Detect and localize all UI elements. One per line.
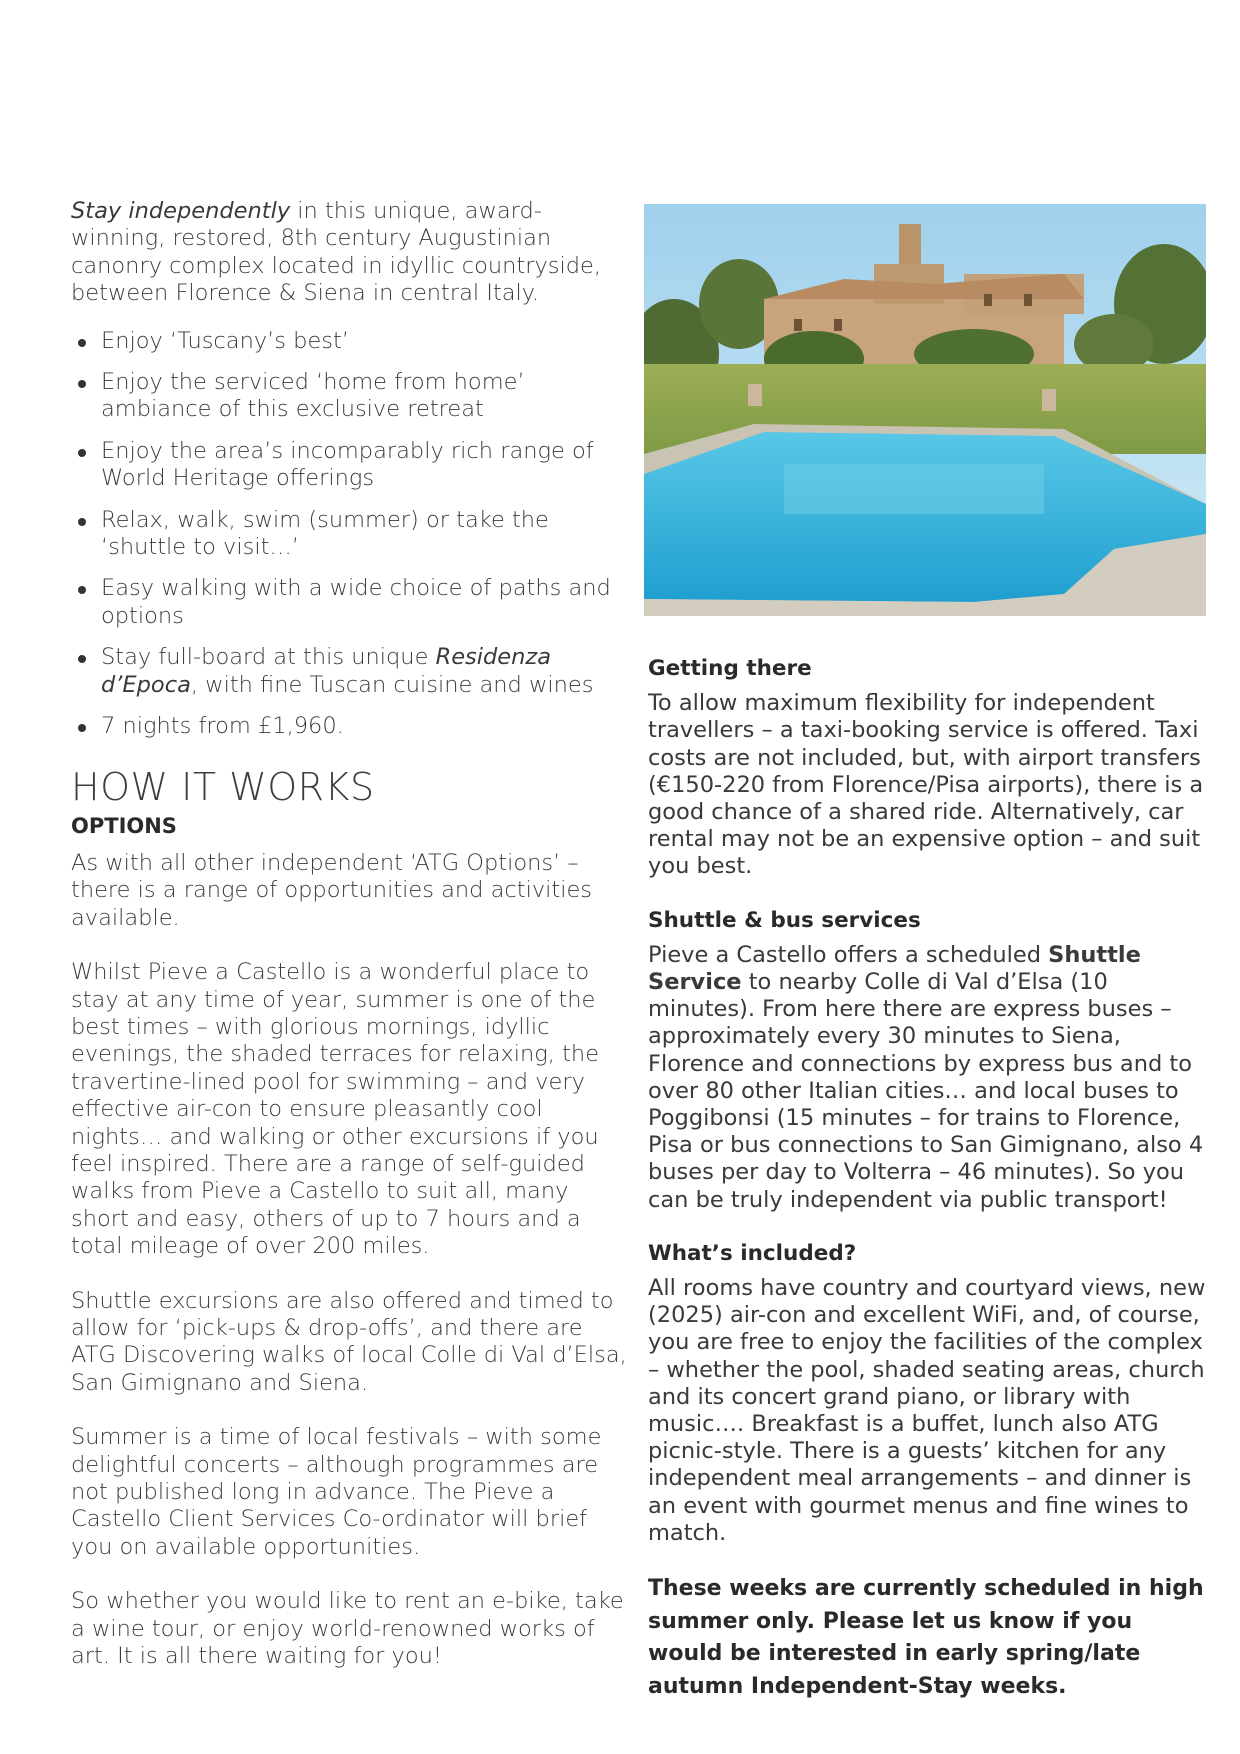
- list-item: [71, 644, 627, 699]
- list-item: Enjoy the area’s incomparably rich range of World Heritage offerings: [71, 438, 627, 493]
- shuttle-text-end: to nearby Colle di Val d’Elsa (10 minutes). From here there are express buses – approximately every 30 minutes to Siena, Florence and connections by express bus and to over 80 other Italian cities… and local buses to Poggibonsi (15 minutes – for trains to Florence, Pisa or bus connections to San Gimignano, also 4 buses per day to Volterra – 46 minutes). So you can be truly independent via public transport!: [648, 969, 1204, 1213]
- included-heading: What’s included?: [648, 1240, 857, 1266]
- intro-emphasis: Stay independently: [71, 198, 291, 224]
- options-paragraph: As with all other independent ‘ATG Options’ – there is a range of opportunities and activities available.: [71, 849, 593, 931]
- villa-pool-illustration: [644, 204, 1206, 616]
- shuttle-heading: Shuttle & bus services: [648, 907, 921, 933]
- shuttle-service-emphasis: Shuttle Service: [648, 941, 1141, 996]
- list-item: Relax, walk, swim (summer) or take the ‘shuttle to visit…’: [71, 507, 627, 562]
- left-column: [71, 198, 627, 1697]
- shuttle-text: [648, 942, 1214, 1214]
- list-item-text: , with fine Tuscan cuisine and wines: [190, 671, 594, 698]
- intro-text: in this unique, award-winning, restored, 8th century Augustinian canonry complex located in idyllic countryside, between Florence & Siena in central Italy.: [71, 198, 602, 307]
- closing-note: These weeks are currently scheduled in high summer only. Please let us know if you would be interested in early spring/late autumn Independent-Stay weeks.: [648, 1576, 1204, 1699]
- festivals-paragraph: Summer is a time of local festivals – with some delightful concerts – although programmes are not published long in advance. The Pieve a Castello Client Services Co-ordinator will brief you on available opportunities.: [71, 1424, 602, 1560]
- getting-there-heading: Getting there: [648, 656, 812, 681]
- list-item: 7 nights from £1,960.: [71, 713, 627, 740]
- shuttle-excursions-paragraph: Shuttle excursions are also offered and timed to allow for ‘pick-ups & drop-offs’, and there are ATG Discovering walks of local Colle di Val d’Elsa, San Gimignano and Siena.: [71, 1287, 627, 1396]
- intro-paragraph: [71, 198, 627, 308]
- summer-paragraph: Whilst Pieve a Castello is a wonderful place to stay at any time of year, summer is one of the best times – with glorious mornings, idyllic evenings, the shaded terraces for relaxing, the travertine-lined pool for swimming – and very effective air-con to ensure pleasantly cool nights… and walking or other excursions if you feel inspired. There are a range of self-guided walks from Pieve a Castello to suit all, many short and easy, others of up to 7 hours and a total mileage of over 200 miles.: [71, 959, 600, 1260]
- closing-left-paragraph: So whether you would like to rent an e-bike, take a wine tour, or enjoy world-renowned works of art. It is all there waiting for you!: [71, 1588, 624, 1670]
- highlights-list: [71, 328, 627, 741]
- right-column: [648, 655, 1214, 1703]
- included-text: All rooms have country and courtyard views, new (2025) air-con and excellent WiFi, and, of course, you are free to enjoy the facilities of the complex – whether the pool, shaded seating areas, church and its concert grand piano, or library with music…. Breakfast is a buffet, lunch also ATG picnic-style. There is a guests’ kitchen for any independent meal arrangements – and dinner is an event with gourmet menus and fine wines to match.: [648, 1275, 1206, 1546]
- shuttle-text-start: Pieve a Castello offers a scheduled: [648, 941, 1049, 968]
- villa-pool-photo: [644, 204, 1206, 616]
- list-item: Enjoy the serviced ‘home from home’ ambiance of this exclusive retreat: [71, 369, 627, 424]
- list-item-emphasis: Residenza d’Epoca: [101, 644, 552, 698]
- list-item: Enjoy ‘Tuscany’s best’: [71, 328, 627, 355]
- list-item: Easy walking with a wide choice of paths and options: [71, 575, 627, 630]
- getting-there-text: To allow maximum flexibility for independent travellers – a taxi-booking service is offered. Taxi costs are not included, but, with airport transfers (€150-220 from Florence/Pisa airports), there is a good chance of a shared ride. Alternatively, car rental may not be an expensive option – and suit you best.: [648, 690, 1204, 880]
- options-title: OPTIONS: [71, 813, 177, 838]
- section-title: HOW IT WORKS: [71, 764, 375, 809]
- list-item-text: Stay full-board at this unique: [101, 644, 436, 671]
